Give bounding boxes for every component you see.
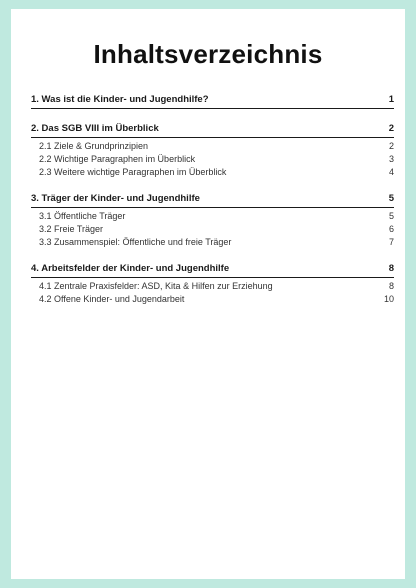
toc-subentry-page: 5 — [388, 211, 394, 221]
toc-entry[interactable] — [31, 122, 394, 135]
toc-entry-label: 3. Träger der Kinder- und Jugendhilfe — [31, 193, 200, 204]
toc-entry-page: 8 — [388, 263, 394, 274]
toc-section-4 — [31, 262, 394, 306]
toc-section-1 — [31, 93, 394, 109]
toc-subentry[interactable] — [31, 293, 394, 306]
toc-subentry-label: 3.3 Zusammenspiel: Öffentliche und freie Träger — [39, 237, 232, 247]
toc-section-2 — [31, 122, 394, 179]
toc-entry[interactable] — [31, 192, 394, 205]
section-divider — [31, 137, 394, 138]
toc-subentry[interactable] — [31, 140, 394, 153]
document-page — [11, 9, 405, 579]
toc-subentry-page: 10 — [383, 294, 394, 304]
section-divider — [31, 108, 394, 109]
section-divider — [31, 277, 394, 278]
toc-subentry-label: 2.2 Wichtige Paragraphen im Überblick — [39, 154, 196, 164]
toc-subentry-label: 2.3 Weitere wichtige Paragraphen im Überblick — [39, 167, 227, 177]
toc-entry-page: 2 — [388, 123, 394, 134]
table-of-contents — [31, 93, 394, 319]
toc-subentry-label: 3.1 Öffentliche Träger — [39, 211, 126, 221]
toc-subentry[interactable] — [31, 280, 394, 293]
toc-subentry-label: 4.1 Zentrale Praxisfelder: ASD, Kita & Hilfen zur Erziehung — [39, 281, 273, 291]
toc-subentry[interactable] — [31, 223, 394, 236]
toc-subentry-page: 7 — [388, 237, 394, 247]
toc-subentry-page: 8 — [388, 281, 394, 291]
toc-subentry-label: 2.1 Ziele & Grundprinzipien — [39, 141, 149, 151]
toc-subentry-label: 4.2 Offene Kinder- und Jugendarbeit — [39, 294, 185, 304]
page-title: Inhaltsverzeichnis — [93, 39, 323, 69]
toc-entry-label: 4. Arbeitsfelder der Kinder- und Jugendhilfe — [31, 263, 230, 274]
toc-subentry[interactable] — [31, 236, 394, 249]
toc-subentry[interactable] — [31, 166, 394, 179]
toc-entry-label: 2. Das SGB VIII im Überblick — [31, 123, 159, 134]
toc-subentry-page: 3 — [388, 154, 394, 164]
toc-subentry-label: 3.2 Freie Träger — [39, 224, 104, 234]
toc-subentry-page: 2 — [388, 141, 394, 151]
toc-subentry[interactable] — [31, 153, 394, 166]
toc-entry-page: 5 — [388, 193, 394, 204]
toc-entry[interactable] — [31, 93, 394, 106]
toc-entry-label: 1. Was ist die Kinder- und Jugendhilfe? — [31, 94, 209, 105]
toc-subentry-page: 6 — [388, 224, 394, 234]
toc-entry-page: 1 — [388, 94, 394, 105]
toc-subentry-page: 4 — [388, 167, 394, 177]
toc-subentry[interactable] — [31, 210, 394, 223]
toc-entry[interactable] — [31, 262, 394, 275]
toc-section-3 — [31, 192, 394, 249]
section-divider — [31, 207, 394, 208]
